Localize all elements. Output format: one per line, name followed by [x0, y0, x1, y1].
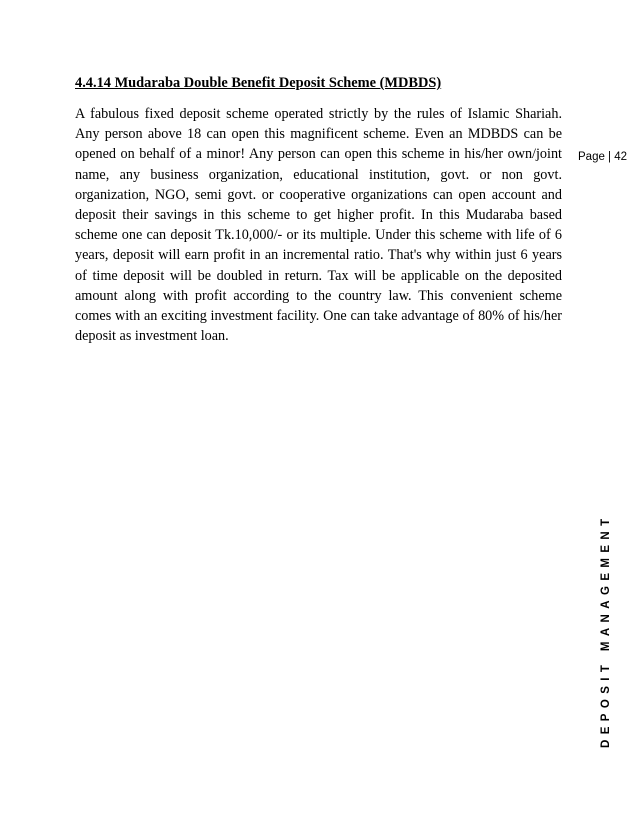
page-number: Page | 42: [578, 151, 628, 163]
document-body: [75, 72, 562, 346]
section-heading: 4.4.14 Mudaraba Double Benefit Deposit Scheme (MDBDS): [75, 75, 442, 91]
section-paragraph: A fabulous fixed deposit scheme operated strictly by the rules of Islamic Shariah. Any person above 18 can open this magnificent scheme. Even an MDBDS can be opened on behalf of a minor! Any person can open this scheme in his/her own/joint name, any business organization, educational institution, govt. or non govt. organization, NGO, semi govt. or cooperative organizations can open account and deposit their savings in this scheme to get higher profit. In this Mudaraba based scheme one can deposit Tk.10,000/- or its multiple. Under this scheme with life of 6 years, deposit will earn profit in an incremental ratio. That's why within just 6 years of time deposit will be doubled in return. Tax will be applicable on the deposited amount along with profit according to the country law. This convenient scheme comes with an exciting investment facility. One can take advantage of 80% of his/her deposit as investment loan.: [75, 106, 562, 345]
vertical-chapter-label: DEPOSIT MANAGEMENT: [600, 513, 612, 748]
